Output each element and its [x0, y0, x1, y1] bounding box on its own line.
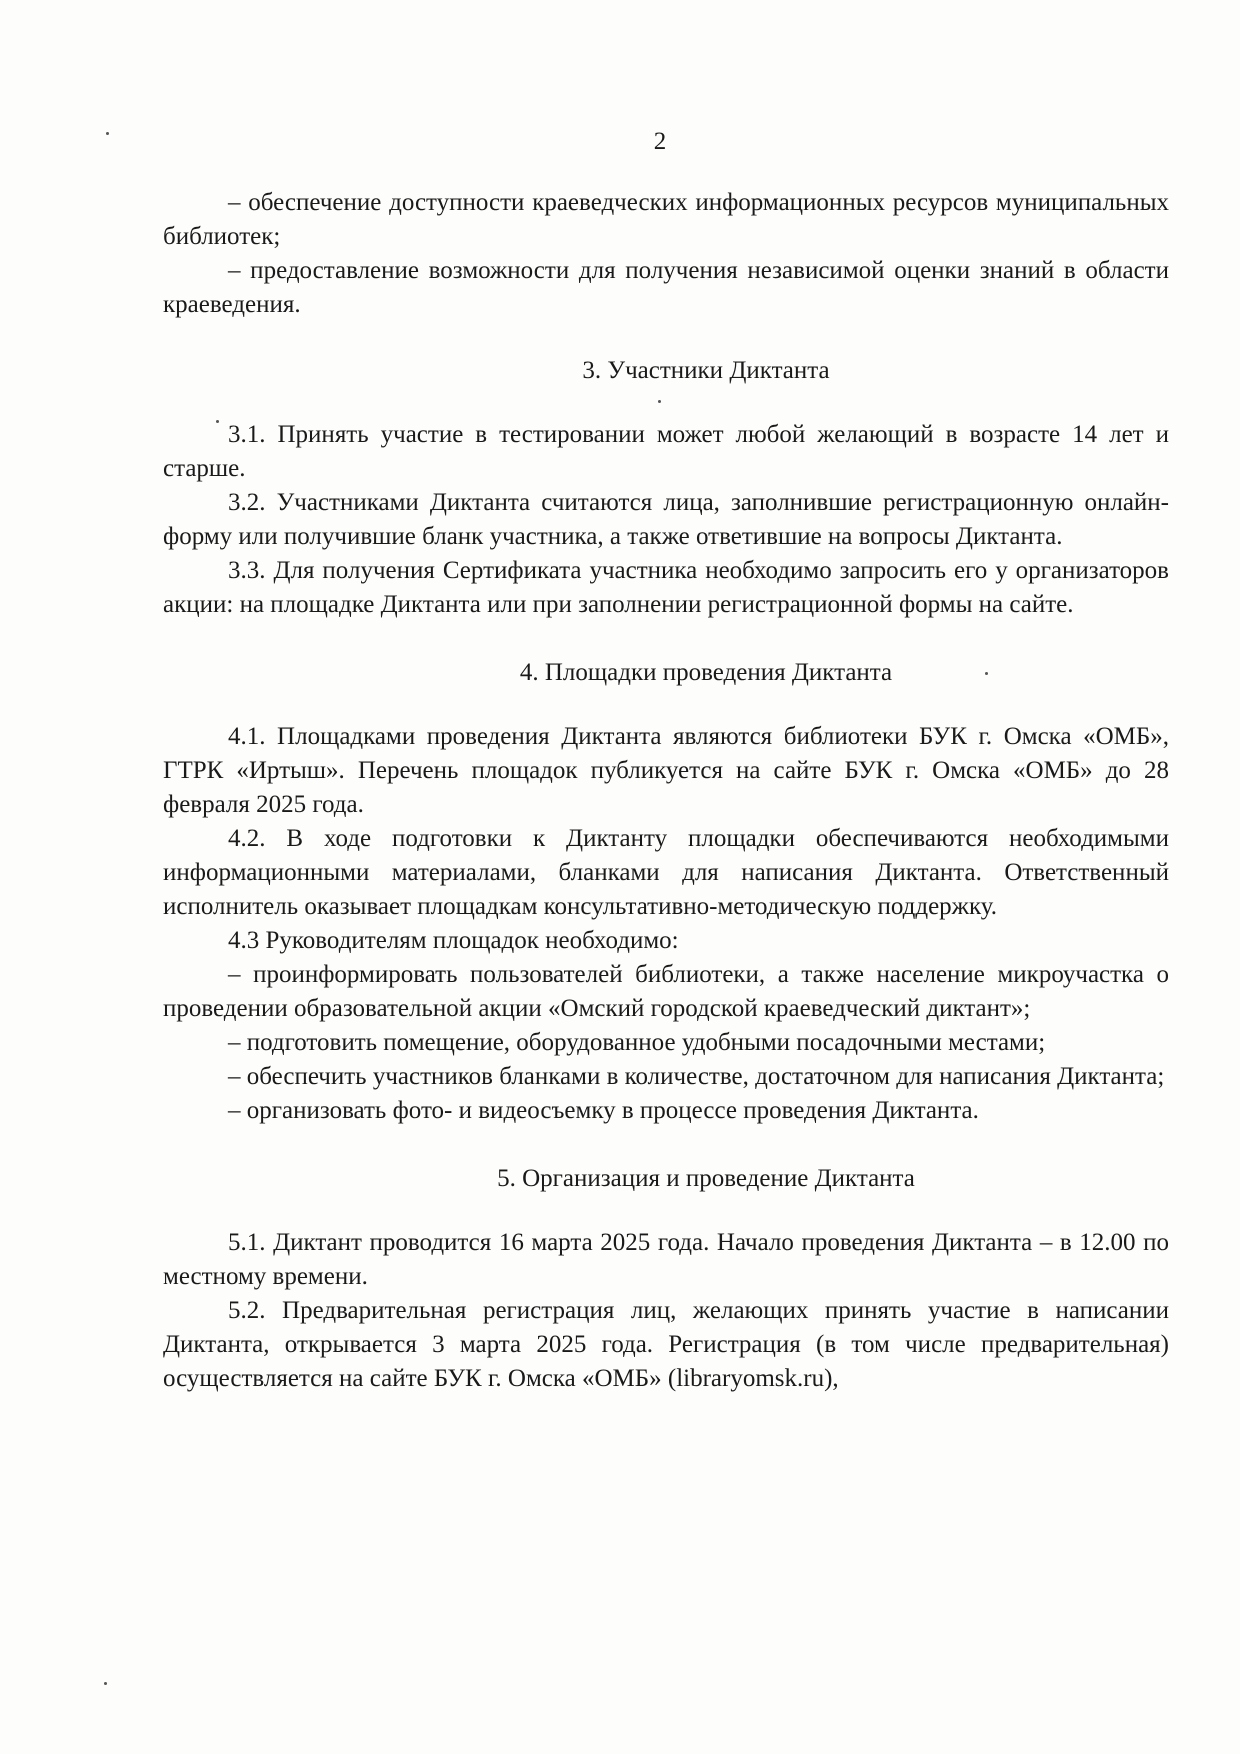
list-item-inform: – проинформировать пользователей библиотеки, а также население микроучастка о проведении образовательной акции «Омский городской краеведческий диктант»;: [163, 961, 1169, 1022]
scan-speck: [658, 400, 661, 403]
list-item-prepare-room: – подготовить помещение, оборудованное удобными посадочными местами;: [228, 1029, 1046, 1056]
clause-3-3: 3.3. Для получения Сертификата участника необходимо запросить его у организаторов акции: на площадке Диктанта или при заполнении регистрационной формы на сайте.: [163, 557, 1169, 618]
clause-5-1: 5.1. Диктант проводится 16 марта 2025 года. Начало проведения Диктанта – в 12.00 по местному времени.: [163, 1229, 1169, 1290]
clause-3-2: 3.2. Участниками Диктанта считаются лица, заполнившие регистрационную онлайн-форму или получившие бланк участника, а также ответившие на вопросы Диктанта.: [163, 489, 1169, 550]
list-item-provide-forms: – обеспечить участников бланками в количестве, достаточном для написания Диктанта;: [228, 1063, 1165, 1090]
clause-3-1: 3.1. Принять участие в тестировании может любой желающий в возрасте 14 лет и старше.: [163, 421, 1169, 482]
section-heading-organization: 5. Организация и проведение Диктанта: [497, 1165, 915, 1192]
list-item-assessment: – предоставление возможности для получения независимой оценки знаний в области краеведения.: [163, 257, 1169, 318]
list-item-photo-video: – организовать фото- и видеосъемку в процессе проведения Диктанта.: [228, 1097, 979, 1124]
clause-5-2: 5.2. Предварительная регистрация лиц, желающих принять участие в написании Диктанта, открывается 3 марта 2025 года. Регистрация (в том числе предварительная) осуществляется на сайте БУК г. Омска «ОМБ» (libraryomsk.ru),: [163, 1297, 1169, 1392]
list-item-accessibility: – обеспечение доступности краеведческих информационных ресурсов муниципальных библиотек;: [163, 189, 1169, 250]
clause-4-1: 4.1. Площадками проведения Диктанта являются библиотеки БУК г. Омска «ОМБ», ГТРК «Иртыш». Перечень площадок публикуется на сайте БУК г. Омска «ОМБ» до 28 февраля 2025 года.: [163, 723, 1169, 818]
section-heading-venues: 4. Площадки проведения Диктанта: [519, 659, 893, 686]
document-body: [163, 186, 1169, 1396]
scan-speck: [104, 1682, 107, 1685]
clause-4-3: 4.3 Руководителям площадок необходимо:: [228, 927, 679, 954]
section-heading-participants: 3. Участники Диктанта: [582, 357, 830, 384]
page-number: 2: [653, 128, 667, 155]
scan-speck: [985, 672, 988, 675]
scan-speck: [216, 420, 219, 423]
clause-4-2: 4.2. В ходе подготовки к Диктанту площадки обеспечиваются необходимыми информационными материалами, бланками для написания Диктанта. Ответственный исполнитель оказывает площадкам консультативно-методическую поддержку.: [163, 825, 1169, 920]
scan-speck: [106, 132, 109, 135]
